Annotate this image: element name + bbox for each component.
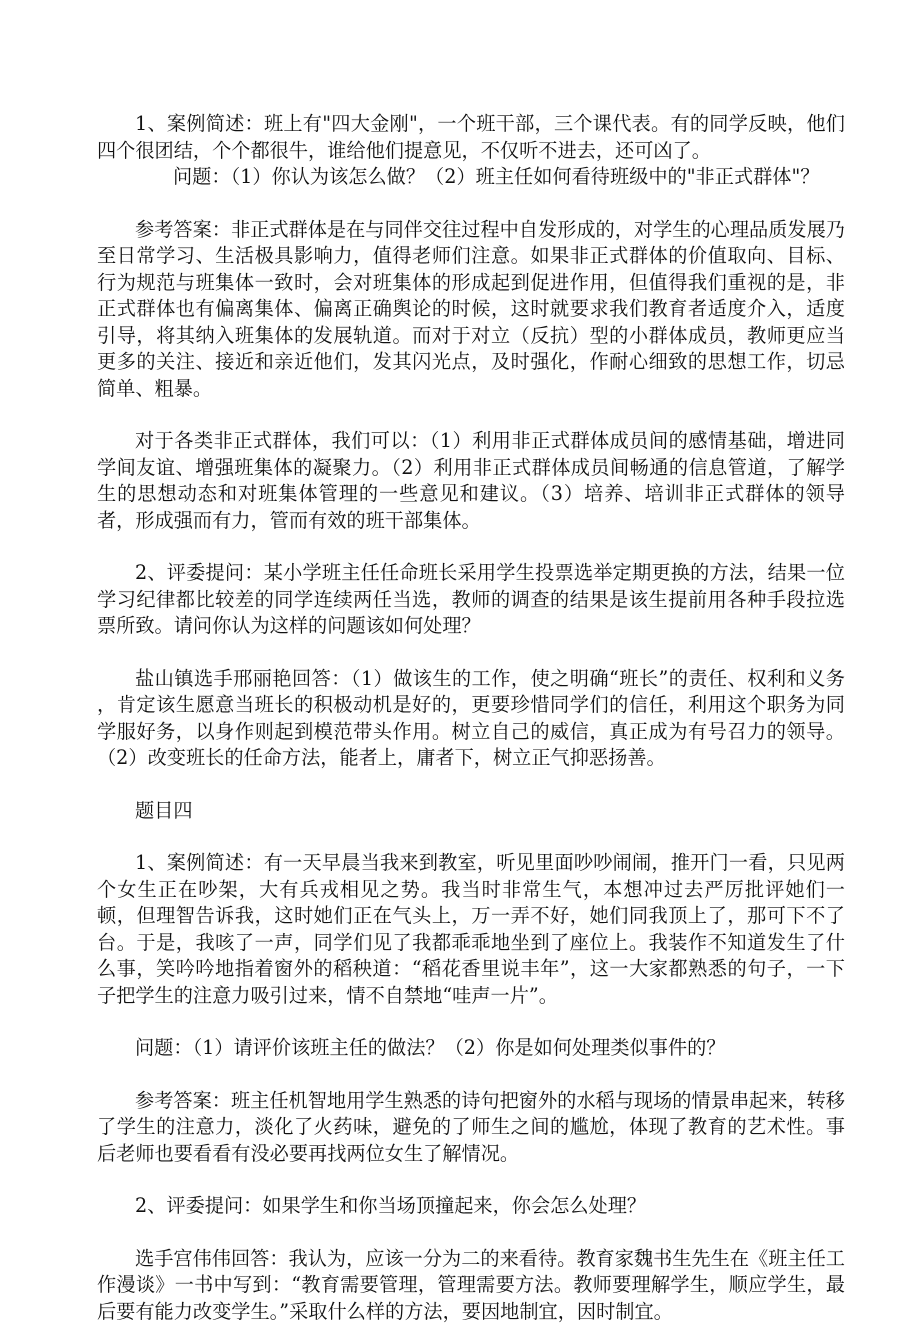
- case-1-question: 问题：（1）你认为该怎么做？（2）班主任如何看待班级中的"非正式群体"？: [97, 164, 845, 191]
- case-4-description: 1、案例简述：有一天早晨当我来到教室，听见里面吵吵闹闹，推开门一看，只见两个女生正在吵架，大有兵戎相见之势。我当时非常生气，本想冲过去严厉批评她们一顿，但理智告诉我，这时她们正在气头上，万一弄不好，她们同我顶上了，那可下不了台。于是，我咳了一声，同学们见了我都乖乖地坐到了座位上。我装作不知道发生了什么事，笑吟吟地指着窗外的稻秧道：“稻花香里说丰年”，这一大家都熟悉的句子，一下子把学生的注意力吸引过来，情不自禁地“哇声一片”。: [97, 850, 845, 1009]
- case-4-question: 问题：（1）请评价该班主任的做法？（2）你是如何处理类似事件的？: [97, 1035, 845, 1062]
- contestant-answer-2: 盐山镇选手邢丽艳回答：（1）做该生的工作，使之明确“班长”的责任、权利和义务 ，肯定该生愿意当班长的积极动机是好的，更要珍惜同学们的信任，利用这个职务为同学服好务，以身作则起到模范带头作用。树立自己的威信，真正成为有号召力的领导。（2）改变班长的任命方法，能者上，庸者下，树立正气抑恶扬善。: [97, 666, 845, 772]
- contestant-answer-4: 选手宫伟伟回答：我认为，应该一分为二的来看待。教育家魏书生先生在《班主任工作漫谈》一书中写到：“教育需要管理，管理需要方法。教师要理解学生，顺应学生，最后要有能力改变学生。”采取什么样的方法，要因地制宜，因时制宜。: [97, 1246, 845, 1325]
- document-page: [97, 111, 845, 1325]
- judge-question-2: 2、评委提问：某小学班主任任命班长采用学生投票选举定期更换的方法，结果一位学习纪律都比较差的同学连续两任当选，教师的调查的结果是该生提前用各种手段拉选票所致。请问你认为这样的问题该如何处理？: [97, 560, 845, 640]
- section-heading-4: 题目四: [97, 798, 845, 825]
- case-1-answer: 参考答案：非正式群体是在与同伴交往过程中自发形成的，对学生的心理品质发展乃至日常学习、生活极具影响力，值得老师们注意。如果非正式群体的价值取向、目标、行为规范与班集体一致时，会对班集体的形成起到促进作用，但值得我们重视的是，非正式群体也有偏离集体、偏离正确舆论的时候，这时就要求我们教育者适度介入，适度引导，将其纳入班集体的发展轨道。而对于对立（反抗）型的小群体成员，教师更应当更多的关注、接近和亲近他们，发其闪光点，及时强化，作耐心细致的思想工作，切忌简单、粗暴。: [97, 217, 845, 403]
- case-1-description: 1、案例简述：班上有"四大金刚"，一个班干部，三个课代表。有的同学反映，他们四个很团结，个个都很牛，谁给他们提意见，不仅听不进去，还可凶了。: [97, 111, 845, 164]
- case-4-answer: 参考答案：班主任机智地用学生熟悉的诗句把窗外的水稻与现场的情景串起来，转移了学生的注意力，淡化了火药味，避免的了师生之间的尴尬，体现了教育的艺术性。事后老师也要看看有没必要再找两位女生了解情况。: [97, 1088, 845, 1168]
- judge-question-4: 2、评委提问：如果学生和你当场顶撞起来，你会怎么处理？: [97, 1193, 845, 1220]
- case-1-answer-methods: 对于各类非正式群体，我们可以：（1）利用非正式群体成员间的感情基础，增进同学间友谊、增强班集体的凝聚力。（2）利用非正式群体成员间畅通的信息管道，了解学生的思想动态和对班集体管理的一些意见和建议。（3）培养、培训非正式群体的领导者，形成强而有力，管而有效的班干部集体。: [97, 428, 845, 534]
